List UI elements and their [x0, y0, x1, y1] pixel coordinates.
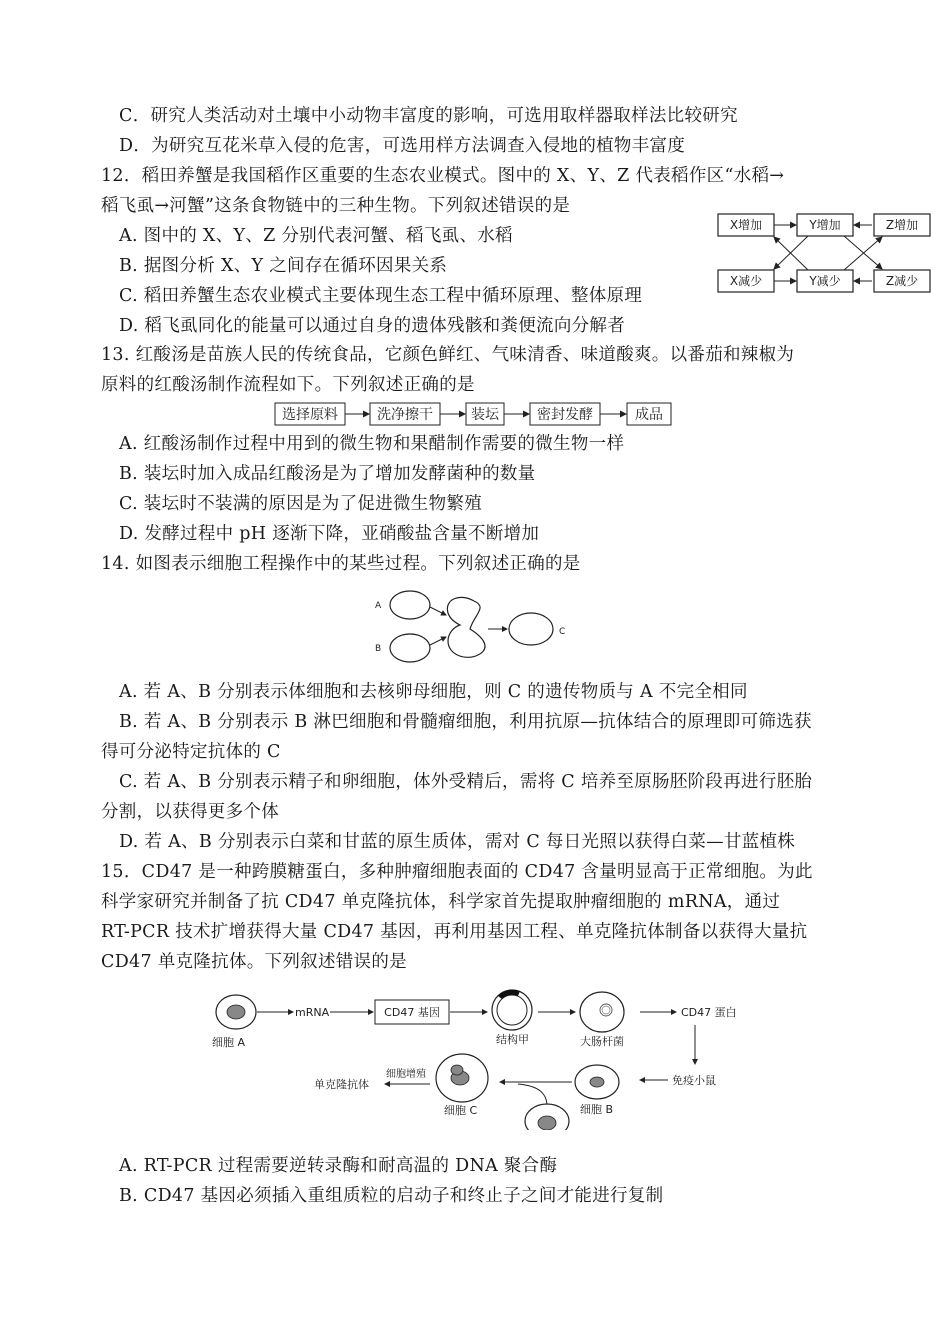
q13-stem-line1: 13. 红酸汤是苗族人民的传统食品，它颜色鲜红、气味清香、味道酸爽。以番茄和辣椒为: [101, 345, 795, 365]
q12-option-a: A. 图中的 X、Y、Z 分别代表河蟹、稻飞虱、水稻: [119, 226, 513, 246]
arrow-a-to-fusion: [430, 607, 446, 615]
q14-stem: 14. 如图表示细胞工程操作中的某些过程。下列叙述正确的是: [101, 554, 581, 574]
q14-option-b-line2: 得可分泌特定抗体的 C: [101, 742, 281, 762]
q12-stem-line1: 12．稻田养蟹是我国稻作区重要的生态农业模式。图中的 X、Y、Z 代表稻作区“水稻→: [101, 166, 785, 186]
fused-cell: [447, 597, 485, 657]
cell-b: [390, 634, 430, 662]
proliferation-label: 细胞增殖: [386, 1069, 426, 1080]
cd47-gene-label: CD47 基因: [384, 1006, 440, 1019]
q14-option-c-line2: 分割，以获得更多个体: [101, 802, 279, 822]
q15-option-a: A. RT-PCR 过程需要逆转录酶和耐高温的 DNA 聚合酶: [119, 1156, 558, 1176]
z-increase-label: Z增加: [885, 218, 919, 232]
q15-antibody-diagram: [200, 980, 750, 1130]
cell-a: [390, 591, 430, 619]
cell-c: [509, 613, 553, 645]
q13-option-b: B. 装坛时加入成品红酸汤是为了增加发酵菌种的数量: [119, 464, 536, 484]
q14-option-a: A. 若 A、B 分别表示体细胞和去核卵母细胞，则 C 的遗传物质与 A 不完全相同: [119, 682, 748, 702]
structure-label: 结构甲: [496, 1033, 529, 1046]
arrow-yup-zdown: [844, 236, 882, 269]
x-decrease-label: X减少: [729, 274, 763, 288]
q12-stem-line2: 稻飞虱→河蟹”这条食物链中的三种生物。下列叙述错误的是: [101, 196, 571, 216]
arrow-yup-xdown: [774, 236, 808, 269]
q13-option-c: C. 装坛时不装满的原因是为了促进微生物繁殖: [119, 494, 482, 514]
cell-b-label: 细胞 B: [580, 1103, 614, 1116]
cell-b-nucleus: [590, 1077, 604, 1087]
q12-causal-diagram: [712, 208, 934, 300]
cell-a-label: 细胞 A: [212, 1036, 246, 1049]
plasmid-inner: [497, 995, 527, 1025]
q15-stem-line3: RT-PCR 技术扩增获得大量 CD47 基因，再利用基因工程、单克隆抗体制备以获得大量抗: [101, 922, 808, 942]
ecoli-cell: [580, 992, 624, 1032]
q11-option-c: C．研究人类活动对土壤中小动物丰富度的影响，可选用取样器取样法比较研究: [119, 106, 738, 126]
mrna-label: mRNA: [295, 1006, 330, 1019]
y-decrease-label: Y减少: [809, 274, 841, 288]
ecoli-label: 大肠杆菌: [580, 1035, 624, 1048]
q15-option-b: B. CD47 基因必须插入重组质粒的启动子和终止子之间才能进行复制: [119, 1186, 664, 1206]
q14-option-c-line1: C. 若 A、B 分别表示精子和卵细胞，体外受精后，需将 C 培养至原肠胚阶段再进行胚胎: [119, 772, 813, 792]
q13-process-flow: [274, 402, 674, 426]
q15-stem-line2: 科学家研究并制备了抗 CD47 单克隆抗体，科学家首先提取肿瘤细胞的 mRNA，通过: [101, 892, 781, 912]
cell-c-label: 细胞 C: [444, 1104, 478, 1117]
myeloma-nucleus: [538, 1116, 556, 1130]
y-increase-label: Y增加: [809, 218, 841, 232]
q14-option-d: D. 若 A、B 分别表示白菜和甘蓝的原生质体，需对 C 每日光照以获得白菜—甘蓝植株: [119, 832, 796, 852]
flow-step-1-label: 选择原料: [282, 407, 338, 423]
q13-stem-line2: 原料的红酸汤制作流程如下。下列叙述正确的是: [101, 375, 475, 395]
arrow-ydown-xup: [774, 237, 808, 270]
flow-step-3-label: 装坛: [471, 407, 499, 423]
x-increase-label: X增加: [729, 218, 763, 232]
cd47-protein-label: CD47 蛋白: [681, 1006, 737, 1019]
cell-c-label: C: [559, 627, 566, 637]
q13-option-a: A. 红酸汤制作过程中用到的微生物和果醋制作需要的微生物一样: [119, 434, 625, 454]
flow-step-4-label: 密封发酵: [537, 407, 593, 423]
q13-option-d: D. 发酵过程中 pH 逐渐下降，亚硝酸盐含量不断增加: [119, 524, 540, 544]
q14-cell-fusion-diagram: [370, 585, 580, 667]
cell-c-nucleus-2: [451, 1065, 463, 1075]
cell-a-label: A: [375, 601, 382, 611]
q15-stem-line1: 15．CD47 是一种跨膜糖蛋白，多种肿瘤细胞表面的 CD47 含量明显高于正常细胞。为此: [101, 862, 813, 882]
arrow-b-to-fusion: [430, 637, 446, 645]
z-decrease-label: Z减少: [885, 274, 919, 288]
q12-option-c: C. 稻田养蟹生态农业模式主要体现生态工程中循环原理、整体原理: [119, 286, 643, 306]
immune-mouse-label: 免疫小鼠: [672, 1074, 716, 1087]
flow-step-2-label: 洗净擦干: [377, 407, 433, 423]
arrow-ydown-zup: [844, 237, 882, 270]
antibody-label: 单克隆抗体: [314, 1078, 369, 1091]
myeloma-merge-line: [518, 1084, 547, 1104]
flow-step-5-label: 成品: [635, 407, 663, 423]
q14-option-b-line1: B. 若 A、B 分别表示 B 淋巴细胞和骨髓瘤细胞，利用抗原—抗体结合的原理即可筛选获: [119, 712, 812, 732]
q15-stem-line4: CD47 单克隆抗体。下列叙述错误的是: [101, 952, 407, 972]
cell-a-nucleus: [227, 1005, 245, 1019]
q11-option-d: D．为研究互花米草入侵的危害，可选用样方法调查入侵地的植物丰富度: [119, 136, 686, 156]
cell-b-label: B: [375, 644, 382, 654]
q12-option-b: B. 据图分析 X、Y 之间存在循环因果关系: [119, 256, 448, 276]
q12-option-d: D. 稻飞虱同化的能量可以通过自身的遗体残骸和粪便流向分解者: [119, 316, 626, 336]
